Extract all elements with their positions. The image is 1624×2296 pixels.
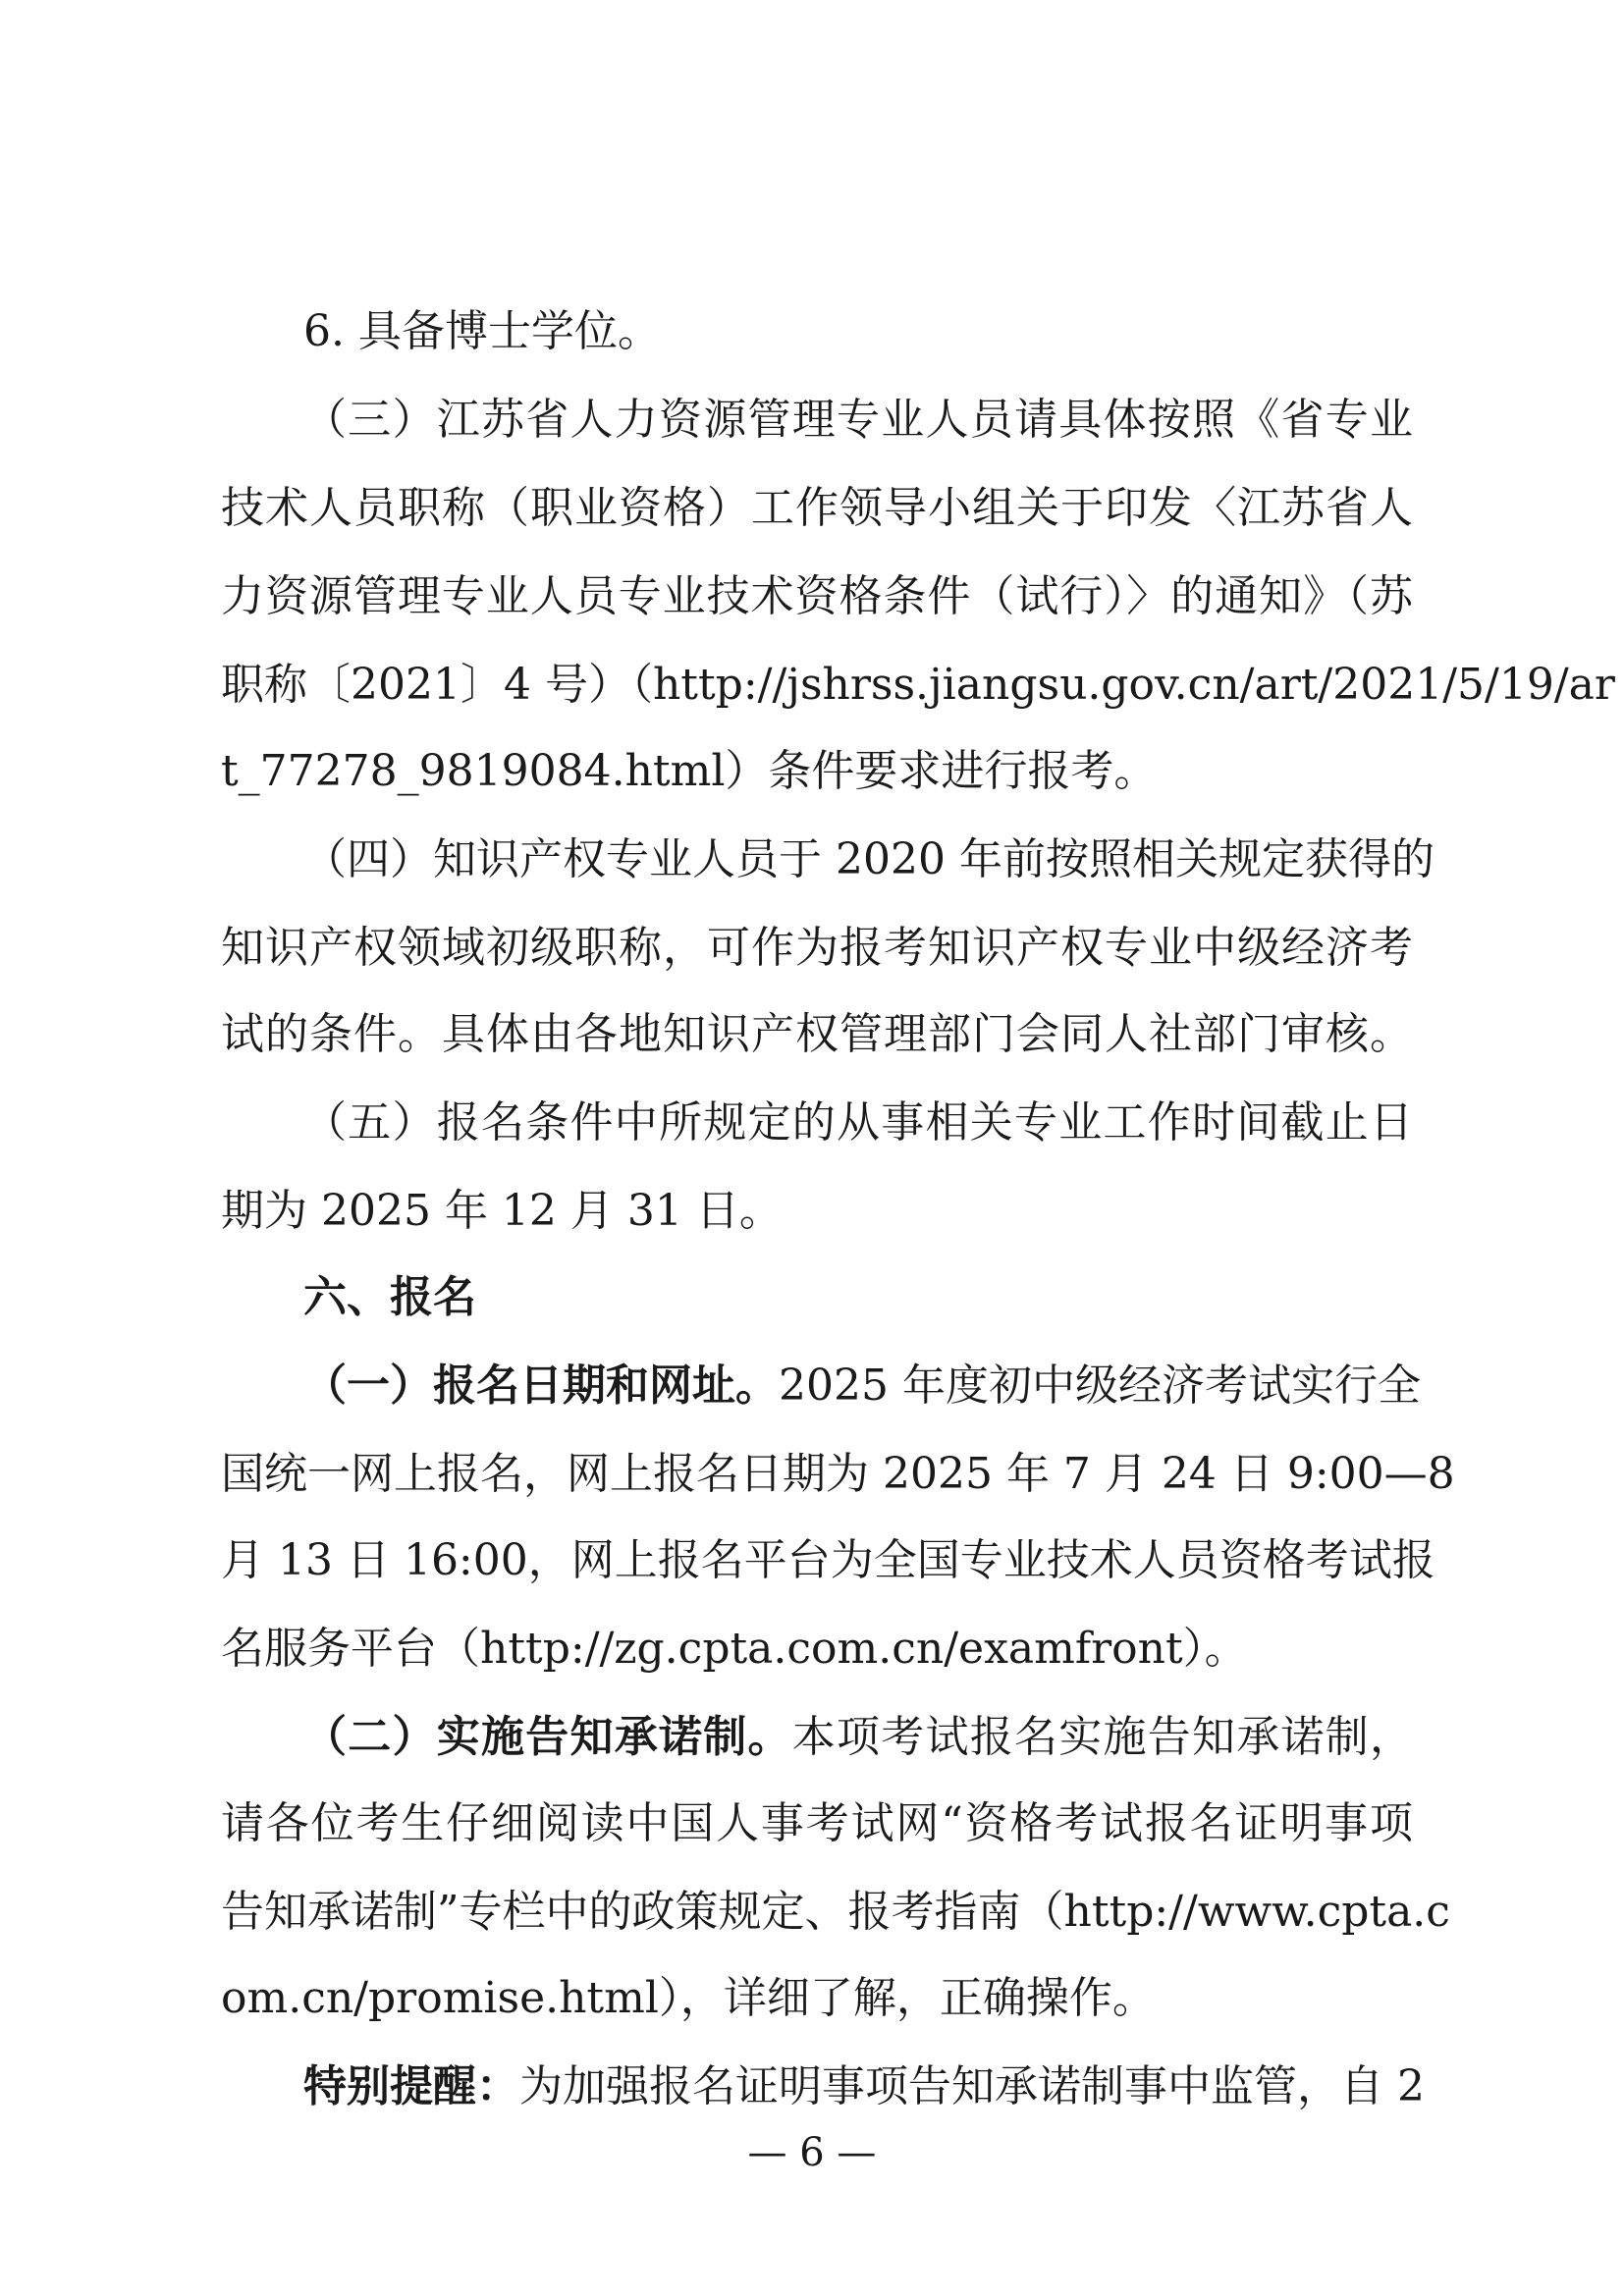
- section-heading-registration: 六、报名: [303, 1272, 476, 1322]
- paragraph-3-line-1: （三）江苏省人力资源管理专业人员请具体按照《省专业: [303, 395, 1413, 445]
- registration-dates-line-3: 月 13 日 16:00，网上报名平台为全国专业技术人员资格考试报: [221, 1535, 1435, 1585]
- registration-dates-text: 2025 年度初中级经济考试实行全: [779, 1361, 1421, 1411]
- paragraph-5-line-2: 期为 2025 年 12 月 31 日。: [221, 1186, 783, 1236]
- paragraph-5-line-1: （五）报名条件中所规定的从事相关专业工作时间截止日: [303, 1097, 1413, 1148]
- paragraph-4-line-1: （四）知识产权专业人员于 2020 年前按照相关规定获得的: [303, 834, 1435, 884]
- paragraph-3-line-5: t_77278_9819084.html）条件要求进行报考。: [221, 746, 1158, 796]
- special-reminder-lead: 特别提醒：: [303, 2061, 519, 2111]
- paragraph-3-line-3: 力资源管理专业人员专业技术资格条件（试行）〉的通知》（苏: [221, 571, 1413, 621]
- list-item-6: 6. 具备博士学位。: [303, 306, 661, 356]
- commitment-lead: （二）实施告知承诺制。: [303, 1712, 792, 1762]
- commitment-text: 本项考试报名实施告知承诺制，: [791, 1712, 1413, 1762]
- special-reminder-line: [303, 2059, 1425, 2114]
- registration-dates-line-4: 名服务平台（http://zg.cpta.com.cn/examfront）。: [221, 1624, 1248, 1674]
- page-number: — 6 —: [747, 2130, 877, 2175]
- paragraph-4-line-2: 知识产权领域初级职称，可作为报考知识产权专业中级经济考: [221, 923, 1413, 973]
- registration-dates-lead: （一）报名日期和网址。: [303, 1361, 779, 1411]
- commitment-line-1: [303, 1710, 1413, 1765]
- special-reminder-text: 为加强报名证明事项告知承诺制事中监管，自 2: [519, 2061, 1425, 2111]
- registration-dates-line-1: [303, 1359, 1421, 1414]
- commitment-line-4: om.cn/promise.html），详细了解，正确操作。: [221, 1973, 1156, 2023]
- commitment-line-3: 告知承诺制”专栏中的政策规定、报考指南（http://www.cpta.c: [221, 1887, 1450, 1937]
- registration-dates-line-2: 国统一网上报名，网上报名日期为 2025 年 7 月 24 日 9:00—8: [221, 1449, 1455, 1499]
- paragraph-4-line-3: 试的条件。具体由各地知识产权管理部门会同人社部门审核。: [221, 1009, 1413, 1059]
- paragraph-3-line-4: 职称〔2021〕4 号）（http://jshrss.jiangsu.gov.cn/art/2021/5/19/ar: [221, 660, 1615, 710]
- commitment-line-2: 请各位考生仔细阅读中国人事考试网“资格考试报名证明事项: [221, 1798, 1413, 1848]
- paragraph-3-line-2: 技术人员职称（职业资格）工作领导小组关于印发〈江苏省人: [221, 483, 1413, 533]
